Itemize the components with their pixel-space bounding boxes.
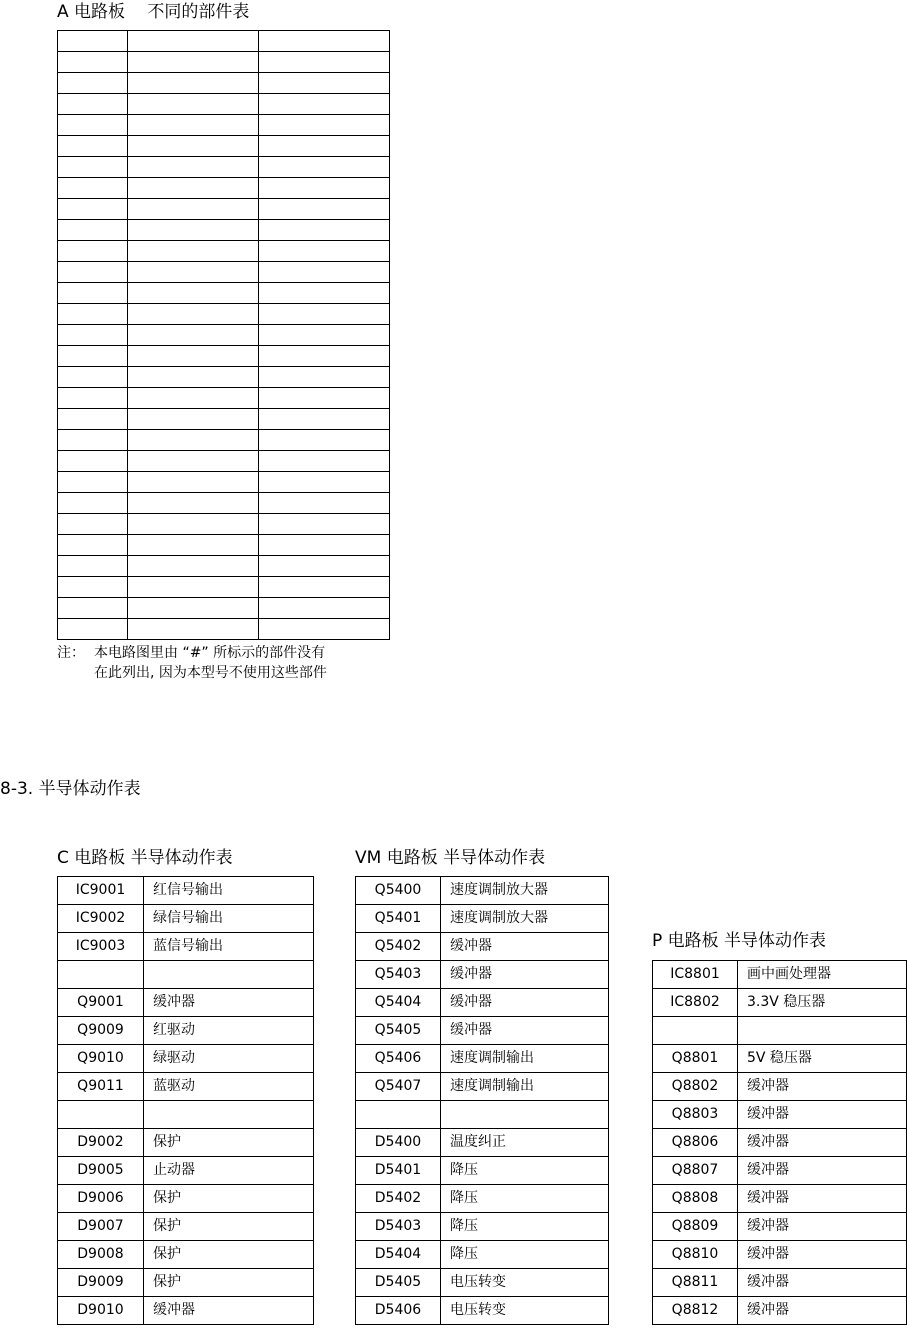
function-cell: 绿信号输出 — [144, 905, 314, 933]
table-cell — [259, 346, 390, 367]
table-cell — [259, 472, 390, 493]
part-number-cell: Q5401 — [356, 905, 441, 933]
table-cell — [259, 409, 390, 430]
function-cell: 速度调制输出 — [441, 1045, 609, 1073]
part-number-cell: D5406 — [356, 1297, 441, 1325]
table-row — [58, 367, 390, 388]
function-cell: 缓冲器 — [441, 1017, 609, 1045]
table-cell — [58, 241, 128, 262]
table-row — [58, 905, 314, 933]
table-cell — [128, 199, 259, 220]
table-cell — [58, 451, 128, 472]
table-row — [356, 1185, 609, 1213]
table-cell — [58, 472, 128, 493]
table-cell — [58, 493, 128, 514]
table-cell — [259, 493, 390, 514]
function-cell: 缓冲器 — [738, 1241, 907, 1269]
vm-board-title: VM 电路板 半导体动作表 — [355, 848, 546, 868]
table-row — [653, 1213, 907, 1241]
table-row — [58, 535, 390, 556]
part-number-cell: IC9002 — [58, 905, 144, 933]
part-number-cell: D9009 — [58, 1269, 144, 1297]
table-cell — [58, 577, 128, 598]
part-number-cell: D9005 — [58, 1157, 144, 1185]
function-cell: 画中画处理器 — [738, 961, 907, 989]
table-cell — [259, 178, 390, 199]
part-number-cell: Q8806 — [653, 1129, 738, 1157]
table-cell — [128, 430, 259, 451]
table-cell — [58, 514, 128, 535]
table-row — [356, 1101, 609, 1129]
table-row — [58, 262, 390, 283]
table-cell — [58, 199, 128, 220]
table-row — [58, 1241, 314, 1269]
table-cell — [128, 577, 259, 598]
p-board-table — [652, 960, 907, 1325]
part-number-cell: Q5402 — [356, 933, 441, 961]
function-cell: 速度调制放大器 — [441, 877, 609, 905]
part-number-cell: Q9001 — [58, 989, 144, 1017]
table-cell — [259, 220, 390, 241]
table-row — [653, 1045, 907, 1073]
function-cell: 保护 — [144, 1241, 314, 1269]
table-row — [58, 1101, 314, 1129]
part-number-cell: D5405 — [356, 1269, 441, 1297]
function-cell: 缓冲器 — [738, 1073, 907, 1101]
function-cell: 速度调制放大器 — [441, 905, 609, 933]
table-cell — [58, 325, 128, 346]
table-row — [58, 73, 390, 94]
table-cell — [58, 283, 128, 304]
table-cell — [128, 472, 259, 493]
part-number-cell: Q8811 — [653, 1269, 738, 1297]
table-row — [58, 157, 390, 178]
table-row — [653, 1017, 907, 1045]
table-row — [58, 241, 390, 262]
table-cell — [259, 52, 390, 73]
table-cell — [58, 157, 128, 178]
table-cell — [58, 304, 128, 325]
table-cell — [259, 451, 390, 472]
table-cell — [259, 304, 390, 325]
part-number-cell: Q5405 — [356, 1017, 441, 1045]
function-cell: 缓冲器 — [441, 961, 609, 989]
table-cell — [259, 115, 390, 136]
table-row — [58, 1297, 314, 1325]
table-cell — [58, 136, 128, 157]
table-row — [58, 94, 390, 115]
table-cell — [128, 325, 259, 346]
function-cell: 保护 — [144, 1185, 314, 1213]
table-row — [58, 961, 314, 989]
function-cell: 缓冲器 — [144, 989, 314, 1017]
table-row — [653, 1129, 907, 1157]
table-row — [58, 346, 390, 367]
table-cell — [259, 619, 390, 640]
table-row — [58, 1157, 314, 1185]
part-number-cell: Q8802 — [653, 1073, 738, 1101]
table-row — [58, 325, 390, 346]
table-cell — [58, 262, 128, 283]
part-number-cell: D9007 — [58, 1213, 144, 1241]
table-cell — [128, 535, 259, 556]
table-row — [356, 1017, 609, 1045]
function-cell: 保护 — [144, 1269, 314, 1297]
table-row — [58, 619, 390, 640]
function-cell: 电压转变 — [441, 1297, 609, 1325]
table-row — [356, 1269, 609, 1297]
table-cell — [128, 346, 259, 367]
part-number-cell: D5403 — [356, 1213, 441, 1241]
table-row — [58, 1129, 314, 1157]
function-cell: 缓冲器 — [738, 1129, 907, 1157]
a-board-parts-table — [57, 30, 390, 640]
table-row — [653, 1185, 907, 1213]
table-cell — [128, 598, 259, 619]
part-number-cell — [58, 961, 144, 989]
table-cell — [259, 430, 390, 451]
table-cell — [58, 178, 128, 199]
table-cell — [58, 346, 128, 367]
table-row — [653, 1297, 907, 1325]
function-cell: 降压 — [441, 1241, 609, 1269]
table-cell — [58, 556, 128, 577]
table-cell — [58, 388, 128, 409]
table-cell — [259, 241, 390, 262]
part-number-cell: Q5404 — [356, 989, 441, 1017]
table-row — [58, 598, 390, 619]
function-cell: 蓝信号输出 — [144, 933, 314, 961]
table-cell — [128, 409, 259, 430]
table-cell — [259, 388, 390, 409]
table-row — [58, 1185, 314, 1213]
table-row — [58, 1073, 314, 1101]
part-number-cell: Q5407 — [356, 1073, 441, 1101]
table-row — [58, 199, 390, 220]
table-row — [58, 115, 390, 136]
part-number-cell: Q8808 — [653, 1185, 738, 1213]
table-cell — [128, 178, 259, 199]
table-cell — [128, 304, 259, 325]
table-cell — [259, 283, 390, 304]
table-cell — [128, 31, 259, 52]
table-row — [58, 136, 390, 157]
table-row — [58, 556, 390, 577]
table-cell — [259, 94, 390, 115]
part-number-cell: D5402 — [356, 1185, 441, 1213]
part-number-cell: D9010 — [58, 1297, 144, 1325]
c-board-title: C 电路板 半导体动作表 — [57, 848, 233, 868]
table-row — [653, 1269, 907, 1297]
function-cell: 5V 稳压器 — [738, 1045, 907, 1073]
part-number-cell: Q5400 — [356, 877, 441, 905]
function-cell: 红信号输出 — [144, 877, 314, 905]
function-cell: 降压 — [441, 1157, 609, 1185]
table-cell — [58, 367, 128, 388]
function-cell: 缓冲器 — [738, 1101, 907, 1129]
function-cell: 速度调制输出 — [441, 1073, 609, 1101]
a-board-title: A 电路板 不同的部件表 — [57, 2, 250, 22]
function-cell: 缓冲器 — [738, 1213, 907, 1241]
table-cell — [128, 556, 259, 577]
function-cell: 3.3V 稳压器 — [738, 989, 907, 1017]
part-number-cell: Q8801 — [653, 1045, 738, 1073]
table-row — [356, 989, 609, 1017]
function-cell: 缓冲器 — [738, 1185, 907, 1213]
function-cell: 缓冲器 — [144, 1297, 314, 1325]
function-cell: 降压 — [441, 1185, 609, 1213]
table-row — [58, 493, 390, 514]
table-row — [58, 989, 314, 1017]
table-cell — [128, 619, 259, 640]
function-cell: 缓冲器 — [738, 1269, 907, 1297]
table-row — [58, 1213, 314, 1241]
table-row — [58, 178, 390, 199]
table-cell — [128, 493, 259, 514]
table-row — [356, 1213, 609, 1241]
table-row — [58, 430, 390, 451]
table-cell — [259, 535, 390, 556]
table-cell — [259, 31, 390, 52]
table-row — [653, 1101, 907, 1129]
table-row — [58, 1017, 314, 1045]
table-cell — [259, 157, 390, 178]
table-cell — [128, 136, 259, 157]
table-cell — [58, 52, 128, 73]
part-number-cell: D5400 — [356, 1129, 441, 1157]
table-row — [653, 989, 907, 1017]
table-row — [356, 877, 609, 905]
part-number-cell: IC9003 — [58, 933, 144, 961]
table-cell — [58, 31, 128, 52]
table-row — [58, 304, 390, 325]
table-row — [356, 905, 609, 933]
function-cell — [144, 961, 314, 989]
part-number-cell: Q8810 — [653, 1241, 738, 1269]
part-number-cell: Q8812 — [653, 1297, 738, 1325]
part-number-cell: Q8809 — [653, 1213, 738, 1241]
table-row — [356, 1045, 609, 1073]
table-cell — [58, 73, 128, 94]
part-number-cell: D9008 — [58, 1241, 144, 1269]
table-cell — [259, 199, 390, 220]
part-number-cell: Q8807 — [653, 1157, 738, 1185]
table-row — [653, 1073, 907, 1101]
table-row — [58, 31, 390, 52]
part-number-cell: Q9010 — [58, 1045, 144, 1073]
table-cell — [128, 262, 259, 283]
part-number-cell: D5401 — [356, 1157, 441, 1185]
part-number-cell — [356, 1101, 441, 1129]
table-cell — [259, 73, 390, 94]
table-row — [653, 961, 907, 989]
table-cell — [259, 598, 390, 619]
function-cell: 降压 — [441, 1213, 609, 1241]
table-row — [356, 1157, 609, 1185]
function-cell: 绿驱动 — [144, 1045, 314, 1073]
table-row — [58, 472, 390, 493]
table-cell — [128, 73, 259, 94]
table-cell — [58, 598, 128, 619]
table-cell — [259, 136, 390, 157]
note-line-2: 在此列出, 因为本型号不使用这些部件 — [94, 665, 327, 681]
part-number-cell: IC8801 — [653, 961, 738, 989]
table-cell — [259, 367, 390, 388]
table-row — [58, 409, 390, 430]
table-row — [58, 283, 390, 304]
table-row — [58, 1045, 314, 1073]
table-cell — [259, 325, 390, 346]
p-board-title: P 电路板 半导体动作表 — [652, 931, 827, 951]
table-row — [58, 52, 390, 73]
part-number-cell: D5404 — [356, 1241, 441, 1269]
function-cell — [144, 1101, 314, 1129]
table-row — [653, 1157, 907, 1185]
part-number-cell: Q5406 — [356, 1045, 441, 1073]
function-cell: 缓冲器 — [441, 989, 609, 1017]
table-row — [58, 933, 314, 961]
table-row — [58, 451, 390, 472]
table-row — [653, 1241, 907, 1269]
table-cell — [58, 115, 128, 136]
function-cell: 缓冲器 — [738, 1157, 907, 1185]
table-row — [356, 1073, 609, 1101]
table-row — [58, 577, 390, 598]
table-cell — [58, 94, 128, 115]
part-number-cell: D9006 — [58, 1185, 144, 1213]
function-cell: 保护 — [144, 1129, 314, 1157]
table-cell — [58, 619, 128, 640]
function-cell: 缓冲器 — [738, 1297, 907, 1325]
function-cell: 止动器 — [144, 1157, 314, 1185]
table-cell — [58, 409, 128, 430]
table-cell — [128, 241, 259, 262]
function-cell: 蓝驱动 — [144, 1073, 314, 1101]
table-cell — [128, 388, 259, 409]
function-cell: 温度纠正 — [441, 1129, 609, 1157]
part-number-cell: Q9011 — [58, 1073, 144, 1101]
table-cell — [259, 556, 390, 577]
table-cell — [259, 577, 390, 598]
table-cell — [128, 283, 259, 304]
part-number-cell: Q8803 — [653, 1101, 738, 1129]
c-board-table — [57, 876, 314, 1325]
part-number-cell: Q5403 — [356, 961, 441, 989]
table-cell — [58, 220, 128, 241]
note-line-1: 本电路图里由 “#” 所标示的部件没有 — [94, 645, 326, 661]
table-row — [58, 877, 314, 905]
part-number-cell — [58, 1101, 144, 1129]
part-number-cell: IC9001 — [58, 877, 144, 905]
table-row — [58, 220, 390, 241]
table-row — [356, 933, 609, 961]
function-cell — [441, 1101, 609, 1129]
table-row — [58, 514, 390, 535]
table-cell — [128, 367, 259, 388]
table-cell — [128, 220, 259, 241]
function-cell: 电压转变 — [441, 1269, 609, 1297]
table-cell — [128, 157, 259, 178]
table-cell — [128, 94, 259, 115]
table-cell — [128, 451, 259, 472]
table-cell — [128, 514, 259, 535]
table-cell — [128, 52, 259, 73]
table-row — [58, 388, 390, 409]
part-number-cell: Q9009 — [58, 1017, 144, 1045]
function-cell: 缓冲器 — [441, 933, 609, 961]
table-row — [356, 1129, 609, 1157]
note-label: 注： — [57, 645, 85, 661]
vm-board-table — [355, 876, 609, 1325]
part-number-cell — [653, 1017, 738, 1045]
table-cell — [58, 535, 128, 556]
section-heading: 8-3. 半导体动作表 — [0, 779, 141, 799]
function-cell: 红驱动 — [144, 1017, 314, 1045]
function-cell: 保护 — [144, 1213, 314, 1241]
table-cell — [259, 514, 390, 535]
table-row — [356, 1297, 609, 1325]
table-row — [58, 1269, 314, 1297]
function-cell — [738, 1017, 907, 1045]
part-number-cell: IC8802 — [653, 989, 738, 1017]
part-number-cell: D9002 — [58, 1129, 144, 1157]
table-cell — [58, 430, 128, 451]
table-row — [356, 1241, 609, 1269]
table-row — [356, 961, 609, 989]
table-cell — [128, 115, 259, 136]
table-cell — [259, 262, 390, 283]
